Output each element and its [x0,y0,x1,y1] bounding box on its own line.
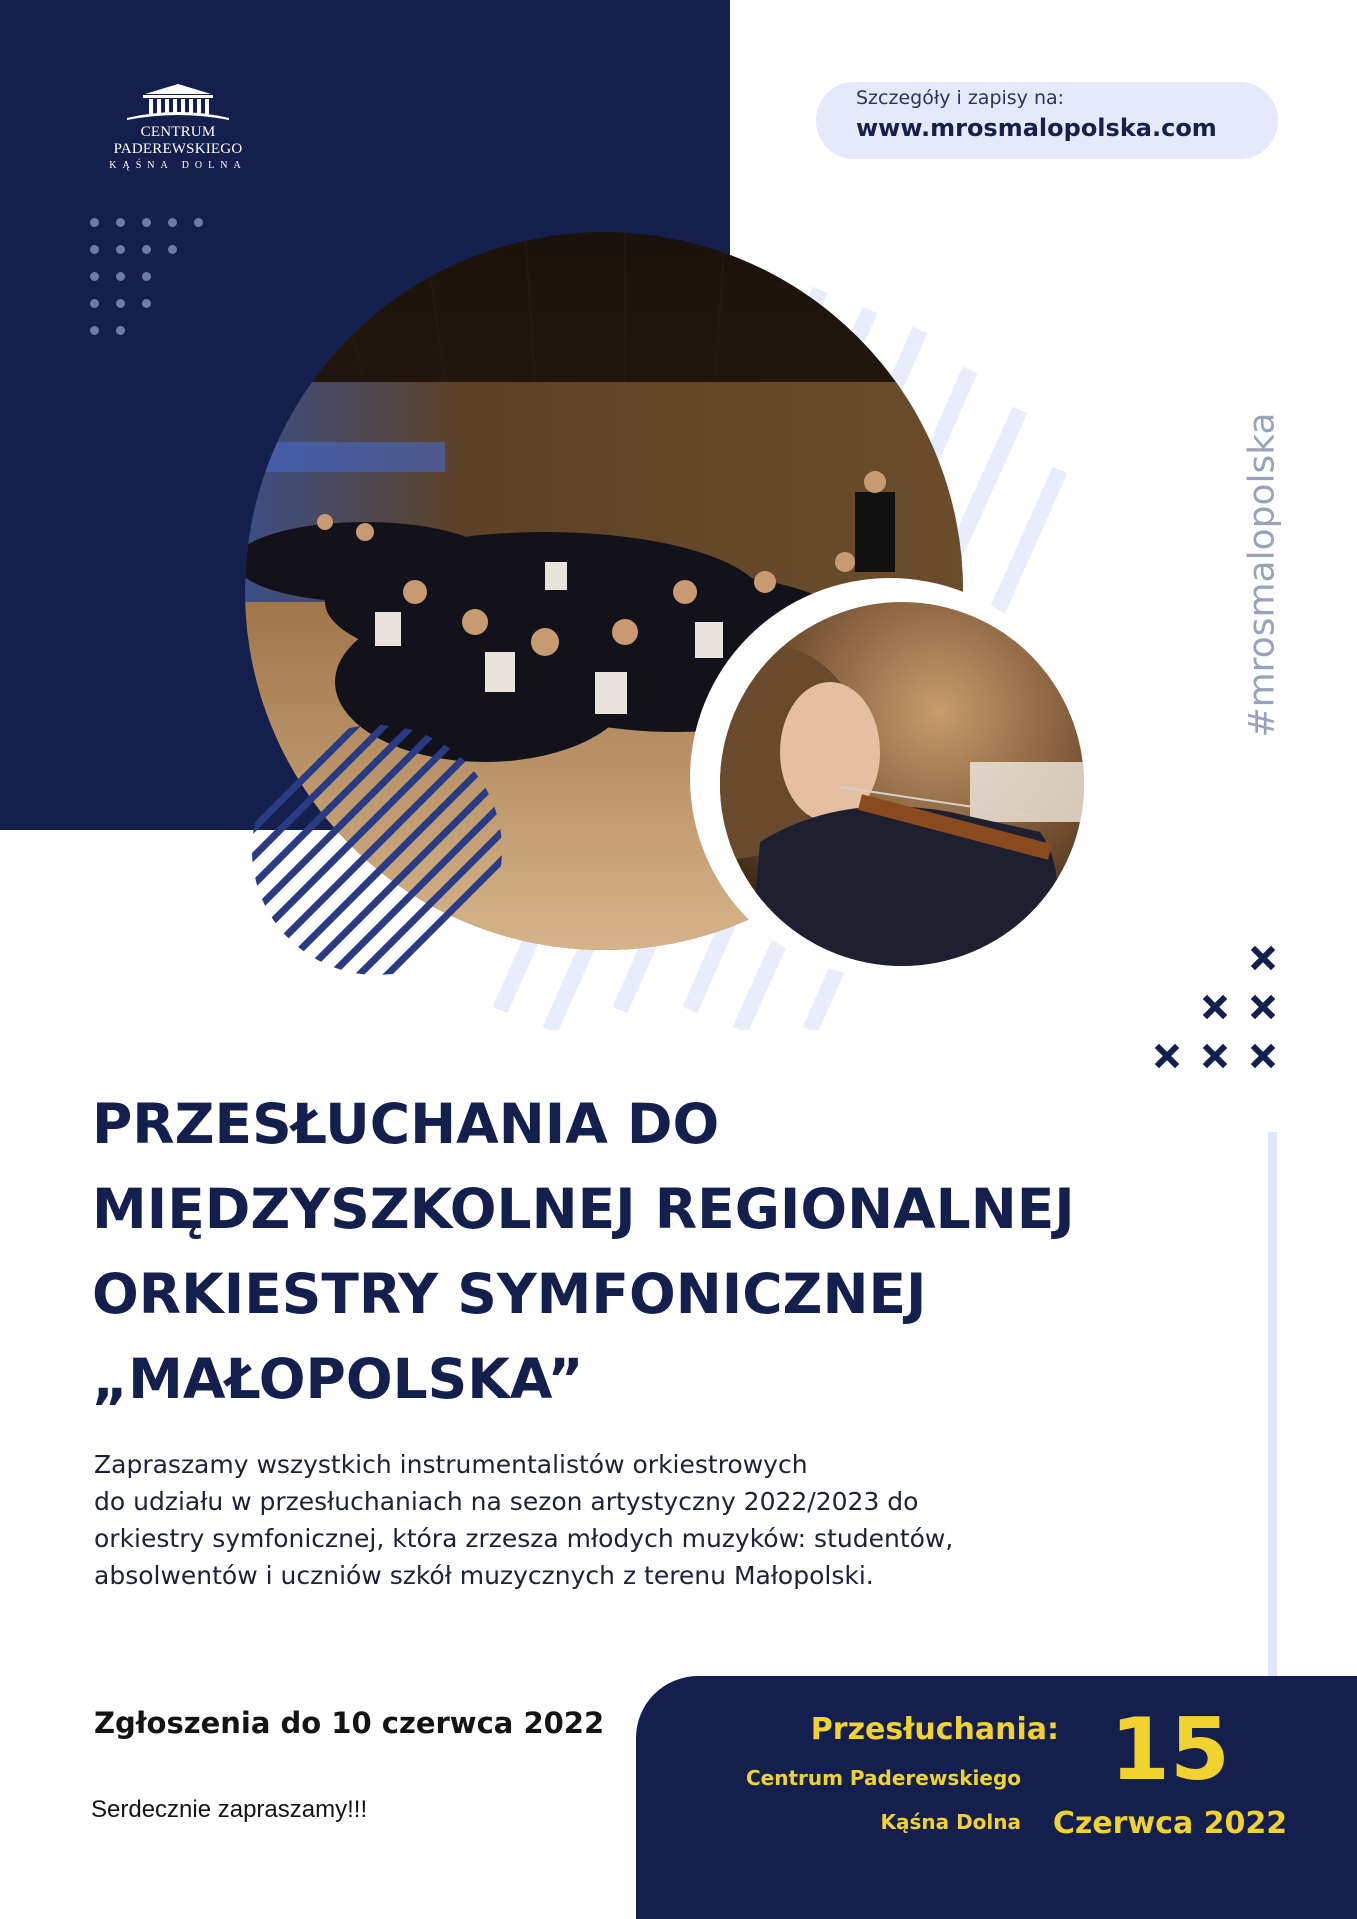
decorative-dot [142,218,151,227]
auditions-venue: Centrum Paderewskiego [745,1766,1021,1790]
registration-url-pill[interactable] [816,82,1278,159]
building-icon [123,82,233,122]
title-line-4: „MAŁOPOLSKA” [92,1347,584,1411]
decorative-dot [116,326,125,335]
registration-label: Szczegóły i zapisy na: [856,87,1065,109]
auditions-title: Przesłuchania: [810,1712,1059,1747]
decorative-dot [90,326,99,335]
decorative-dot [194,218,203,227]
page-title [92,1082,1272,1422]
hashtag-vertical: #mrosmalopolska [1241,412,1283,738]
registration-url-link[interactable]: www.mrosmalopolska.com [856,114,1217,142]
decorative-dot [90,245,99,254]
decorative-dot [90,299,99,308]
decorative-dot [90,272,99,281]
intro-line-3: orkiestry symfonicznej, która zrzesza młodych muzyków: studentów, [94,1524,954,1553]
centrum-paderewskiego-logo [78,82,278,171]
decorative-navy-stripes [252,720,502,980]
intro-paragraph [94,1446,1054,1594]
decorative-dot [116,218,125,227]
decorative-dot [142,272,151,281]
violinist-photo [720,602,1084,966]
intro-line-4: absolwentów i uczniów szkół muzycznych z terenu Małopolski. [94,1561,874,1590]
decorative-dot [168,218,177,227]
decorative-dot [116,272,125,281]
decorative-dot [116,245,125,254]
decorative-dot [168,245,177,254]
title-line-1: PRZESŁUCHANIA DO [92,1092,720,1156]
decorative-dot [116,299,125,308]
logo-place: KĄŚNA DOLNA [109,160,247,171]
logo-name: CENTRUM PADEREWSKIEGO [113,124,243,157]
auditions-day: 15 [1110,1700,1230,1800]
decorative-dot [90,218,99,227]
decorative-crosses [1148,946,1288,1076]
title-line-2: MIĘDZYSZKOLNEJ REGIONALNEJ [92,1177,1075,1241]
intro-line-1: Zapraszamy wszystkich instrumentalistów orkiestrowych [94,1450,808,1479]
title-line-3: ORKIESTRY SYMFONICZNEJ [92,1262,927,1326]
closing-note: Serdecznie zapraszamy!!! [91,1796,368,1823]
registration-deadline: Zgłoszenia do 10 czerwca 2022 [94,1706,605,1740]
intro-line-2: do udziału w przesłuchaniach na sezon artystyczny 2022/2023 do [94,1487,919,1516]
decorative-dot [142,245,151,254]
auditions-town: Kąśna Dolna [880,1810,1021,1834]
decorative-dot [142,299,151,308]
auditions-month-year: Czerwca 2022 [1052,1806,1288,1841]
